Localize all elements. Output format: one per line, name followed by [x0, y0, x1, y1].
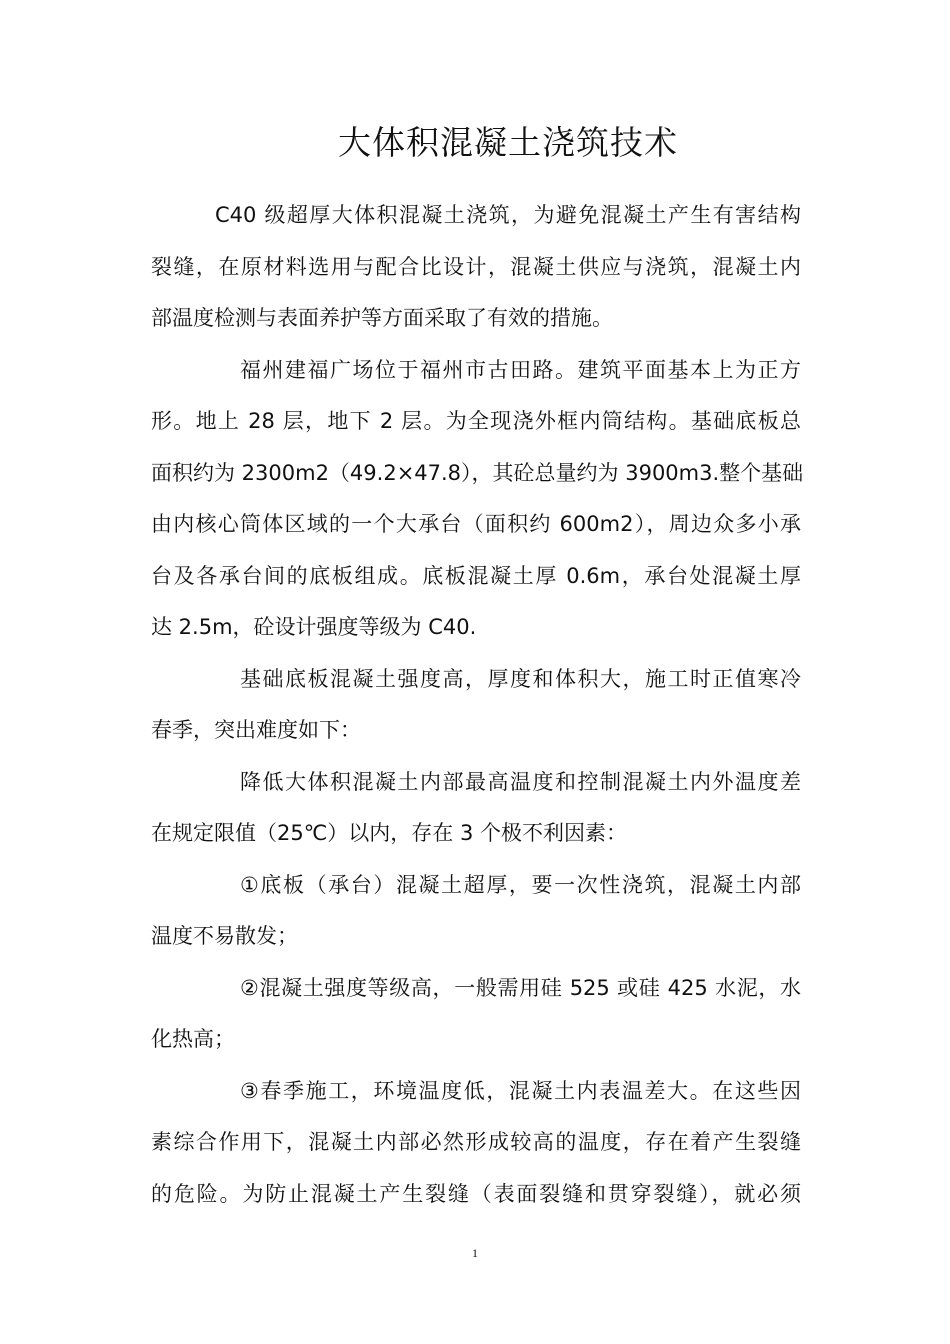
paragraph-line: ①底板（承台）混凝土超厚，要一次性浇筑，混凝土内部 [240, 872, 801, 897]
paragraph-line: 形。地上 28 层，地下 2 层。为全现浇外框内筒结构。基础底板总 [151, 409, 801, 433]
paragraph-line: 化热高； [151, 1027, 235, 1051]
paragraph-line: 由内核心筒体区域的一个大承台（面积约 600m2），周边众多小承 [151, 512, 801, 536]
paragraph-line: 面积约为 2300m2（49.2×47.8），其砼总量约为 3900m3.整个基础 [151, 460, 804, 485]
page-number: 1 [472, 1246, 478, 1260]
document-title: 大体积混凝土浇筑技术 [338, 123, 678, 162]
paragraph-line: 的危险。为防止混凝土产生裂缝（表面裂缝和贯穿裂缝），就必须 [151, 1181, 801, 1206]
paragraph-line: 素综合作用下，混凝土内部必然形成较高的温度，存在着产生裂缝 [151, 1130, 801, 1154]
paragraph-line: ③春季施工，环境温度低，混凝土内表温差大。在这些因 [240, 1078, 801, 1103]
paragraph-line: ②混凝土强度等级高，一般需用硅 525 或硅 425 水泥，水 [240, 975, 801, 1000]
paragraph-line: 降低大体积混凝土内部最高温度和控制混凝土内外温度差 [240, 769, 801, 794]
paragraph-line: 裂缝，在原材料选用与配合比设计，混凝土供应与浇筑，混凝土内 [151, 254, 801, 279]
paragraph-line: 台及各承台间的底板组成。底板混凝土厚 0.6m，承台处混凝土厚 [151, 563, 801, 588]
paragraph-line: 基础底板混凝土强度高，厚度和体积大，施工时正值寒冷 [240, 666, 801, 691]
paragraph-line: 温度不易散发； [151, 924, 298, 948]
paragraph-line: C40 级超厚大体积混凝土浇筑，为避免混凝土产生有害结构 [215, 203, 801, 227]
paragraph-line: 福州建福广场位于福州市古田路。建筑平面基本上为正方 [240, 357, 801, 382]
paragraph-line: 达 2.5m，砼设计强度等级为 C40. [151, 615, 477, 639]
document-body [151, 190, 804, 1220]
paragraph-line: 在规定限值（25℃）以内，存在 3 个极不利因素： [151, 821, 628, 845]
paragraph-line: 春季，突出难度如下： [151, 718, 361, 742]
paragraph-line: 部温度检测与表面养护等方面采取了有效的措施。 [151, 306, 613, 330]
